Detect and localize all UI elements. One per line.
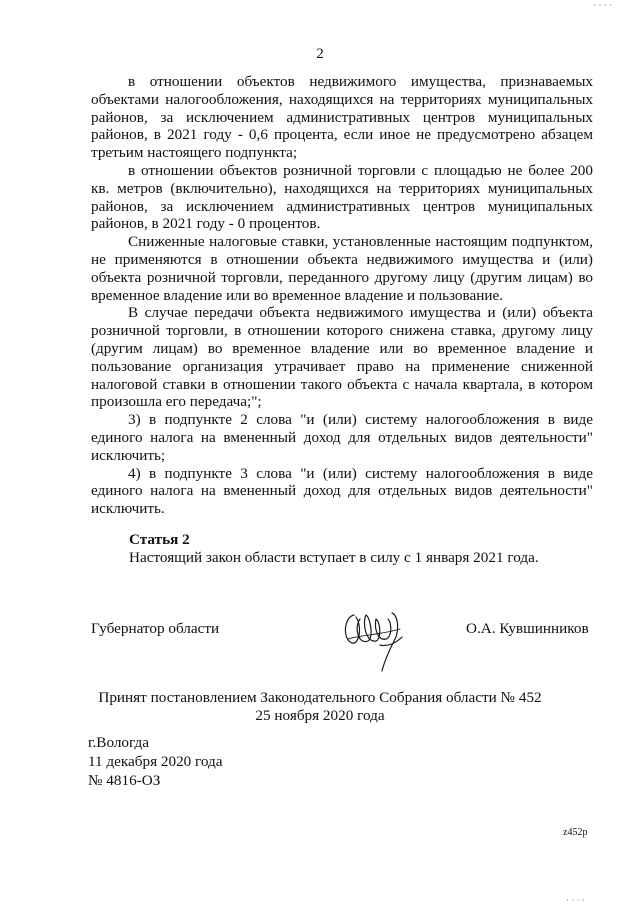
paragraph-reduced-rates: Сниженные налоговые ставки, установленные настоящим подпунктом, не применяются в отношении объекта недвижимого имущества и (или) объекта розничной торговли, переданного другому лицу (другим лицам) во временное владение или во временное владение и пользование.	[91, 233, 593, 304]
place-date-number	[88, 733, 223, 790]
document-code: z452р	[563, 827, 588, 838]
city: г.Вологда	[88, 734, 149, 751]
adoption-statement	[0, 689, 640, 725]
adoption-line-1: Принят постановлением Законодательного Собрания области № 452	[98, 689, 542, 706]
governor-title: Губернатор области	[91, 620, 220, 637]
paragraph-transfer-case: В случае передачи объекта недвижимого имущества и (или) объекта розничной торговли, в отношении которого снижена ставка, другому лицу (другим лицам) во временное владение или во временное владение и пользование организация утрачивает право на применение сниженной налоговой ставки в отношении такого объекта с начала квартала, в котором произошла его передача;";	[91, 304, 593, 411]
governor-name: О.А. Кувшинников	[466, 620, 589, 637]
paragraph-subpoint-3: 4) в подпункте 3 слова "и (или) систему налогообложения в виде единого налога на вмененный доход для отдельных видов деятельности" исключить.	[91, 464, 593, 518]
article-text: Настоящий закон области вступает в силу с 1 января 2021 года.	[129, 549, 539, 566]
paragraph-retail-rate: в отношении объектов розничной торговли с площадью не более 200 кв. метров (включительно), находящихся на территориях муниципальных районов, за исключением административных центров муниципальных районов, в 2021 году - 0 процентов.	[91, 161, 593, 233]
adoption-line-2: 25 ноября 2020 года	[255, 707, 385, 724]
page-number: 2	[316, 46, 324, 62]
paragraph-subpoint-2: 3) в подпункте 2 слова "и (или) систему налогообложения в виде единого налога на вмененный доход для отдельных видов деятельности" исключить;	[91, 411, 593, 464]
signing-date: 11 декабря 2020 года	[88, 753, 223, 770]
paragraph-municipal-rate: в отношении объектов недвижимого имущества, признаваемых объектами налогообложения, находящихся на территориях муниципальных районов, за исключением административных центров муниципальных районов, в 2021 году - 0,6 процента, если иное не предусмотрено абзацем третьим настоящего подпункта;	[91, 73, 593, 162]
law-body-text	[91, 73, 593, 518]
handwritten-signature	[340, 595, 412, 673]
bottom-corner-mark: · · · ·	[566, 895, 585, 905]
article-heading: Статья 2	[129, 531, 190, 548]
law-number: № 4816-ОЗ	[88, 772, 161, 789]
top-corner-mark: · · · ·	[593, 0, 612, 10]
